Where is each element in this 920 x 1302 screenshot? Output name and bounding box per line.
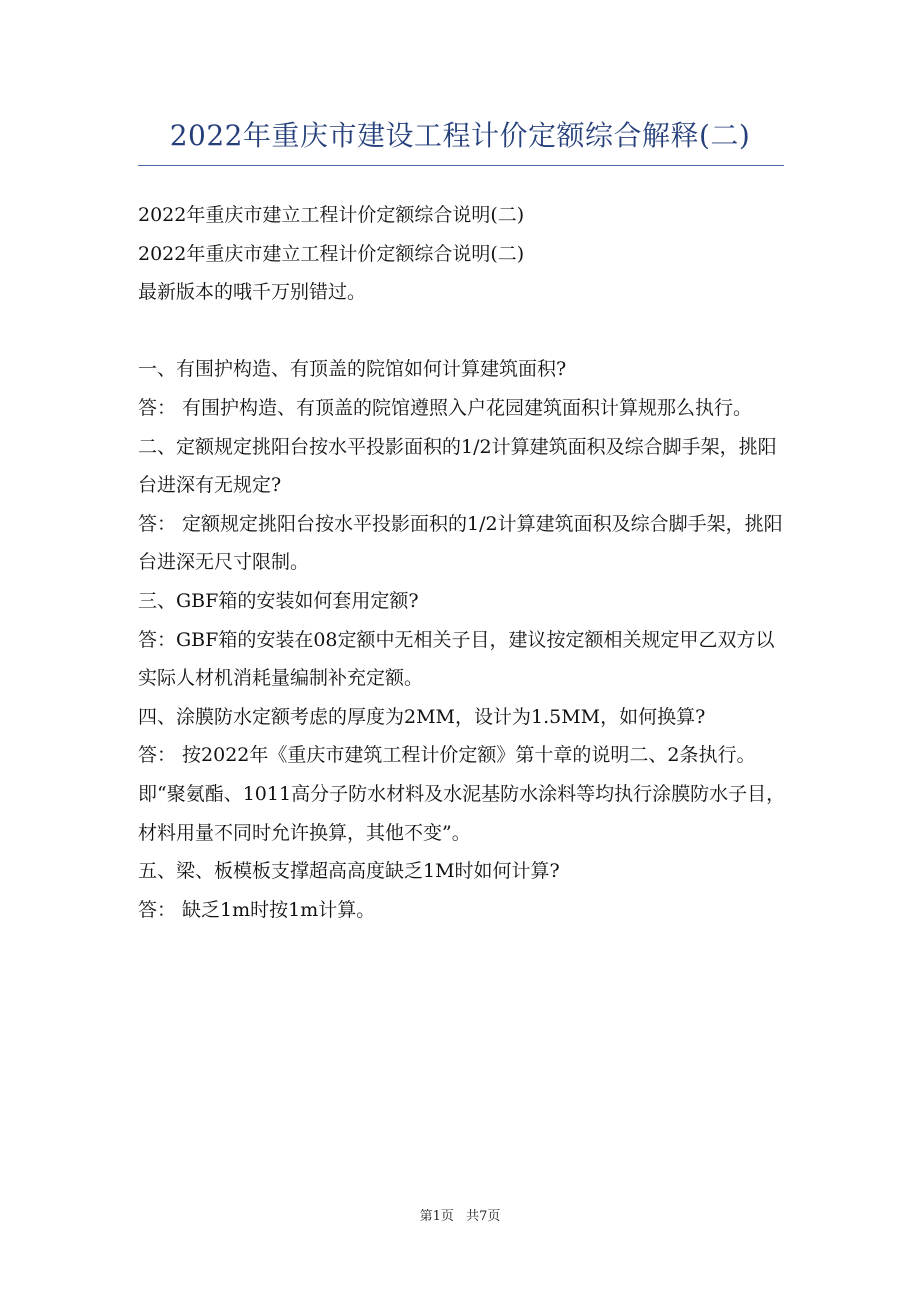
answer-5: 答： 缺乏1m时按1m计算。: [138, 898, 376, 921]
document-body: [138, 196, 786, 929]
answer-4: 答： 按2022年《重庆市建筑工程计价定额》第十章的说明二、2条执行。即“聚氨酯、1011高分子防水材料及水泥基防水涂料等均执行涂膜防水子目，材料用量不同时允许换算，其他不变”。: [138, 744, 786, 844]
answer-1: 答： 有围护构造、有顶盖的院馆遵照入户花园建筑面积计算规那么执行。: [138, 396, 753, 419]
question-1: 一、有围护构造、有顶盖的院馆如何计算建筑面积?: [138, 358, 567, 381]
title-underline: [138, 165, 784, 166]
page-total: 共7页: [466, 1209, 501, 1224]
intro-line: 最新版本的哦千万别错过。: [138, 281, 367, 304]
intro-line: 2022年重庆市建立工程计价定额综合说明(二): [138, 204, 525, 226]
question-2: 二、定额规定挑阳台按水平投影面积的1/2计算建筑面积及综合脚手架，挑阳台进深有无规定?: [138, 435, 777, 497]
paragraph-gap: [138, 312, 786, 351]
intro-line: 2022年重庆市建立工程计价定额综合说明(二): [138, 242, 525, 265]
question-3: 三、GBF箱的安装如何套用定额?: [138, 589, 419, 612]
question-5: 五、梁、板模板支撑超高高度缺乏1M时如何计算?: [138, 860, 560, 883]
document-title: 2022年重庆市建设工程计价定额综合解释(二): [169, 119, 751, 152]
page-footer: [0, 1207, 920, 1227]
question-4: 四、涂膜防水定额考虑的厚度为2MM，设计为1.5MM，如何换算?: [138, 705, 706, 728]
answer-2: 答： 定额规定挑阳台按水平投影面积的1/2计算建筑面积及综合脚手架，挑阳台进深无尺寸限制。: [138, 512, 783, 574]
page-number: 第1页: [419, 1209, 454, 1224]
answer-3: 答：GBF箱的安装在08定额中无相关子目，建议按定额相关规定甲乙双方以实际人材机消耗量编制补充定额。: [138, 628, 775, 690]
